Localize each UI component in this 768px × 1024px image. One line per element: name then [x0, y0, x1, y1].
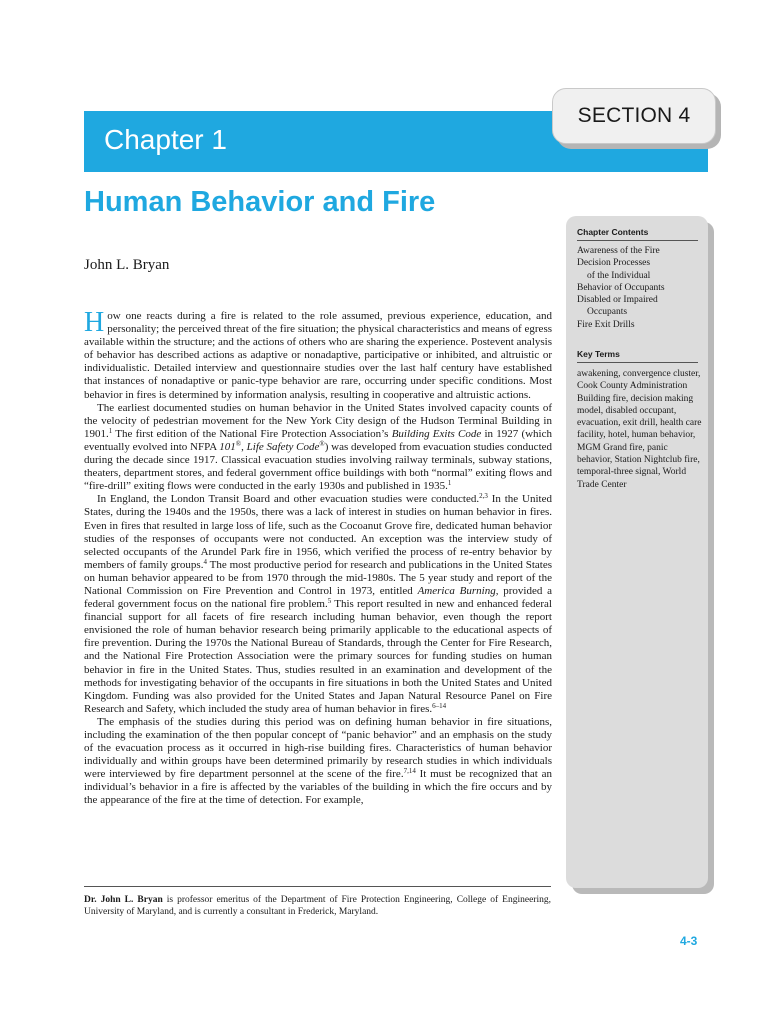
contents-item-line: Occupants: [587, 307, 628, 318]
reference-marker: 1: [447, 479, 452, 488]
contents-item-line: Awareness of the Fire: [577, 246, 660, 256]
chapter-contents-heading: Chapter Contents: [577, 227, 649, 237]
contents-item: [577, 282, 701, 294]
contents-item: [577, 294, 701, 319]
footnote-author-name: Dr. John L. Bryan: [84, 895, 163, 905]
contents-item-line: of the Individual: [587, 270, 651, 281]
contents-item-line: Fire Exit Drills: [577, 319, 635, 330]
contents-item: [577, 245, 701, 257]
main-body-text: [84, 307, 553, 808]
section-label: SECTION 4: [577, 104, 691, 127]
reference-marker: 7,14: [403, 767, 416, 776]
key-terms-heading: Key Terms: [577, 349, 620, 359]
drop-cap: H: [84, 307, 105, 338]
contents-item-line: Behavior of Occupants: [577, 282, 665, 293]
paragraph-4: The emphasis of the studies during this period was on defining human behavior in fire situations, including the examination of the then popular concept of “panic behavior” and an emphasis on the study of the evacuation process as it occurred in high-rise building fires. Characteristics of human behavior individually and within groups have been determined primarily by research studies in which individuals were interviewed by fire department personnel at the scene of the fire.$^{7,14}$ It must be recognized that an individual’s behavior in a fire is affected by the variables of the building in which the fire occurs and by the appearance of the fire at the time of detection. For example,: [84, 715, 552, 807]
chapter-contents-list: [577, 245, 701, 331]
contents-item: [577, 257, 701, 282]
reference-marker: 2,3: [479, 492, 488, 501]
key-terms-text: awakening, convergence cluster, Cook County Administration Building fire, decision making model, disabled occupant, evacuation, exit drill, health care facility, hotel, human behavior, MGM Grand fire, panic behavior, Station Nightclub fire, temporal-three signal, World Trade Center: [577, 369, 702, 490]
paragraph-3: In England, the London Transit Board and other evacuation studies were conducted.$^{2,3}$ In the United States, during the 1940s and the 1950s, there was a lack of interest in studies on human behavior in fires. Even in fires that resulted in large loss of life, such as the Cocoanut Grove fire, dedicated human behavior studies of the responses of occupants were not conducted. An exception was the interview study of selected occupants of the Arundel Park fire in 1956, which verified the process of re-entry behavior by members of family groups.$^4$ The most productive period for research and publications in the United States on human behavior appeared to be from 1970 through the mid-1980s. The 5 year study and report of the National Commission on Fire Prevention and Control in 1973, entitled America Burning, provided a federal government focus on the national fire problem.$^5$ This report resulted in new and enhanced federal financial support for all facets of fire research including human behavior, even though the report envisioned the role of human behavior research being primarily applicable to the educational aspects of fire prevention. During the 1970s the National Bureau of Standards, through the Center for Fire Research, and the National Fire Protection Association were the primary sources for funding studies on human behavior in fire in the United States. Thus, studies resulted in an examination and development of the methods for investigating behavior of the occupants in fire situations in both the United States and United Kingdom. Funding was also provided for the United States and Japan Natural Resource Panel on Fire Research and Safety, which included the study area of human behavior in fires.$^{6-14}$: [84, 492, 553, 715]
page-number: 4-3: [680, 934, 698, 948]
paragraph-1: How one reacts during a fire is related to the role assumed, previous experience, education, and personality; the perceived threat of the fire situation; the physical characteristics and means of egress available within the structure; and the actions of others who are sharing the experience. Postevent analysis of behavior has described actions as adaptive or nonadaptive, participative or inhibited, and altruistic or individualistic. Detailed interview and questionnaire studies over the last half century have established that instances of nonadaptive or panic-type behavior are rare, occurring under specific conditions. Most behavior in fires is determined by information analysis, resulting in cooperative and altruistic actions.: [84, 307, 552, 401]
chapter-label: Chapter 1: [104, 124, 227, 155]
contents-item-line: Decision Processes: [577, 258, 651, 269]
reference-marker: 1: [108, 426, 113, 435]
author-footnote: Dr. John L. Bryan is professor emeritus of the Department of Fire Protection Engineering, College of Engineering, University of Maryland, and is currently a consultant in Frederick, Maryland.: [84, 895, 551, 917]
contents-item: [577, 319, 701, 331]
author-name: John L. Bryan: [84, 257, 170, 273]
reference-marker: 5: [327, 597, 332, 606]
reference-marker: 6–14: [432, 701, 447, 710]
contents-item-line: Disabled or Impaired: [577, 295, 658, 306]
section-tab: [552, 88, 716, 144]
sidebar-divider: [577, 240, 698, 241]
paragraph-2: The earliest documented studies on human behavior in the United States involved capacity counts of the velocity of pedestrian movement for the New York City design of the Hudson Terminal Building in 1901.$^1$ The first edition of the National Fire Protection Association’s Building Exits Code in 1927 (which eventually evolved into NFPA 101®, Life Safety Code®) was developed from evacuation studies conducted during the decade since 1917. Classical evacuation studies involving railway terminals, subway stations, theaters, department stores, and federal government office buildings with both “normal” exiting flows and “fire-drill” exiting flows were conducted in the early 1930s and published in 1935.$^1$: [84, 401, 553, 493]
page-title: Human Behavior and Fire: [84, 186, 436, 218]
footnote-divider: [84, 886, 551, 887]
sidebar-divider: [577, 362, 698, 363]
reference-marker: 4: [203, 557, 207, 566]
